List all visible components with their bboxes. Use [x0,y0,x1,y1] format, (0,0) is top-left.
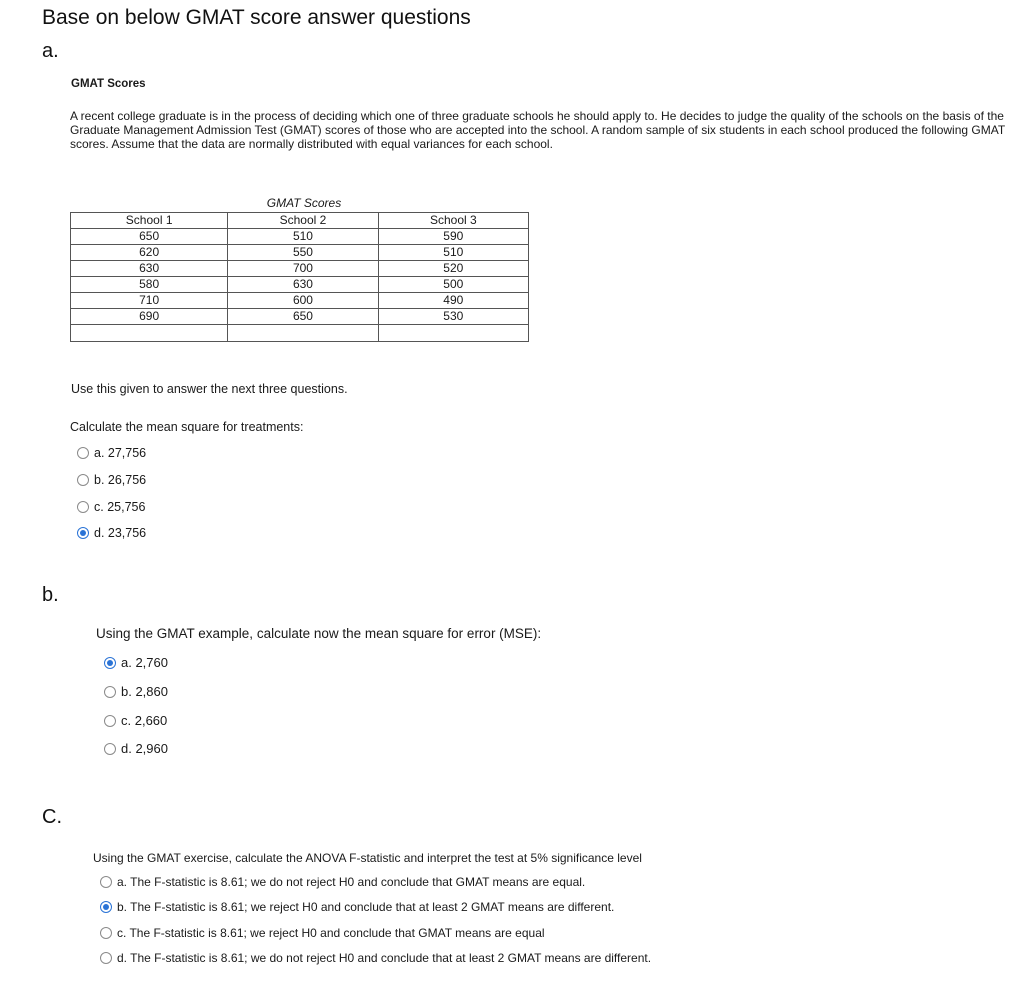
table-row [71,261,529,277]
question-c-option-d[interactable] [100,951,651,965]
option-label: d. 2,960 [121,741,168,756]
table-cell-empty [228,325,378,342]
table-cell: 550 [228,245,378,261]
table-row [71,277,529,293]
table-cell: 630 [228,277,378,293]
radio-unchecked-icon[interactable] [104,743,116,755]
option-label: a. 2,760 [121,655,168,670]
table-cell: 710 [71,293,228,309]
option-label: b. 2,860 [121,684,168,699]
table-row [71,229,529,245]
part-b-label: b. [42,584,59,606]
table-cell: 600 [228,293,378,309]
question-c-option-b[interactable] [100,900,614,914]
radio-unchecked-icon[interactable] [77,501,89,513]
table-cell-empty [378,325,528,342]
option-label: b. 26,756 [94,473,147,487]
radio-unchecked-icon[interactable] [77,474,89,486]
table-cell: 700 [228,261,378,277]
table-cell: 530 [378,309,528,325]
option-label: c. 2,660 [121,713,168,728]
radio-checked-icon[interactable] [77,527,89,539]
instructions-text: Use this given to answer the next three questions. [71,382,348,396]
table-cell: 500 [378,277,528,293]
question-b-option-d[interactable] [104,741,168,756]
option-label: d. 23,756 [94,526,147,540]
column-header-school-2: School 2 [228,213,378,229]
table-cell: 510 [378,245,528,261]
table-cell: 650 [228,309,378,325]
question-a-option-c[interactable] [77,500,145,514]
option-label: b. The F-statistic is 8.61; we reject H0 and conclude that at least 2 GMAT means are different. [117,900,615,914]
option-label: a. The F-statistic is 8.61; we do not reject H0 and conclude that GMAT means are equal. [117,875,586,889]
radio-unchecked-icon[interactable] [104,715,116,727]
radio-checked-icon[interactable] [104,657,116,669]
part-c-label: C. [42,806,62,828]
table-cell: 690 [71,309,228,325]
radio-unchecked-icon[interactable] [100,876,112,888]
table-cell: 520 [378,261,528,277]
radio-unchecked-icon[interactable] [100,927,112,939]
table-cell: 590 [378,229,528,245]
table-cell: 630 [71,261,228,277]
option-label: c. 25,756 [94,500,146,514]
table-row [71,309,529,325]
gmat-scores-table [70,212,529,342]
column-header-school-1: School 1 [71,213,228,229]
question-a-option-a[interactable] [77,446,146,460]
column-header-school-3: School 3 [378,213,528,229]
table-caption: GMAT Scores [266,196,342,210]
radio-unchecked-icon[interactable] [77,447,89,459]
page-heading: Base on below GMAT score answer questions [42,6,471,29]
table-row [71,245,529,261]
table-cell: 490 [378,293,528,309]
radio-unchecked-icon[interactable] [104,686,116,698]
option-label: c. The F-statistic is 8.61; we reject H0 and conclude that GMAT means are equal [117,926,545,940]
question-c-option-a[interactable] [100,875,585,889]
question-b-option-c[interactable] [104,713,167,728]
radio-unchecked-icon[interactable] [100,952,112,964]
table-cell: 620 [71,245,228,261]
option-label: a. 27,756 [94,446,147,460]
table-cell: 510 [228,229,378,245]
question-c-option-c[interactable] [100,926,545,940]
radio-checked-icon[interactable] [100,901,112,913]
question-b-text: Using the GMAT example, calculate now the mean square for error (MSE): [96,626,542,641]
question-a-option-d[interactable] [77,526,146,540]
table-row [71,293,529,309]
table-empty-row [71,325,529,342]
option-label: d. The F-statistic is 8.61; we do not reject H0 and conclude that at least 2 GMAT means are different. [117,951,652,965]
problem-title: GMAT Scores [71,78,146,90]
question-b-option-a[interactable] [104,655,168,670]
table-cell: 650 [71,229,228,245]
question-a-option-b[interactable] [77,473,146,487]
table-header-row [71,213,529,229]
table-cell: 580 [71,277,228,293]
question-c-text: Using the GMAT exercise, calculate the ANOVA F-statistic and interpret the test at 5% significance level [93,851,642,865]
question-a-text: Calculate the mean square for treatments: [70,420,304,434]
table-cell-empty [71,325,228,342]
question-b-option-b[interactable] [104,684,168,699]
problem-description: A recent college graduate is in the process of deciding which one of three graduate schools he should apply to. He decides to judge the quality of the schools on the basis of the Graduate Management Admission Test (GMAT) scores of those who are accepted into the school. A random sample of six students in each school produced the following GMAT scores. Assume that the data are normally distributed with equal variances for each school. [70,109,1005,151]
part-a-label: a. [42,40,59,62]
